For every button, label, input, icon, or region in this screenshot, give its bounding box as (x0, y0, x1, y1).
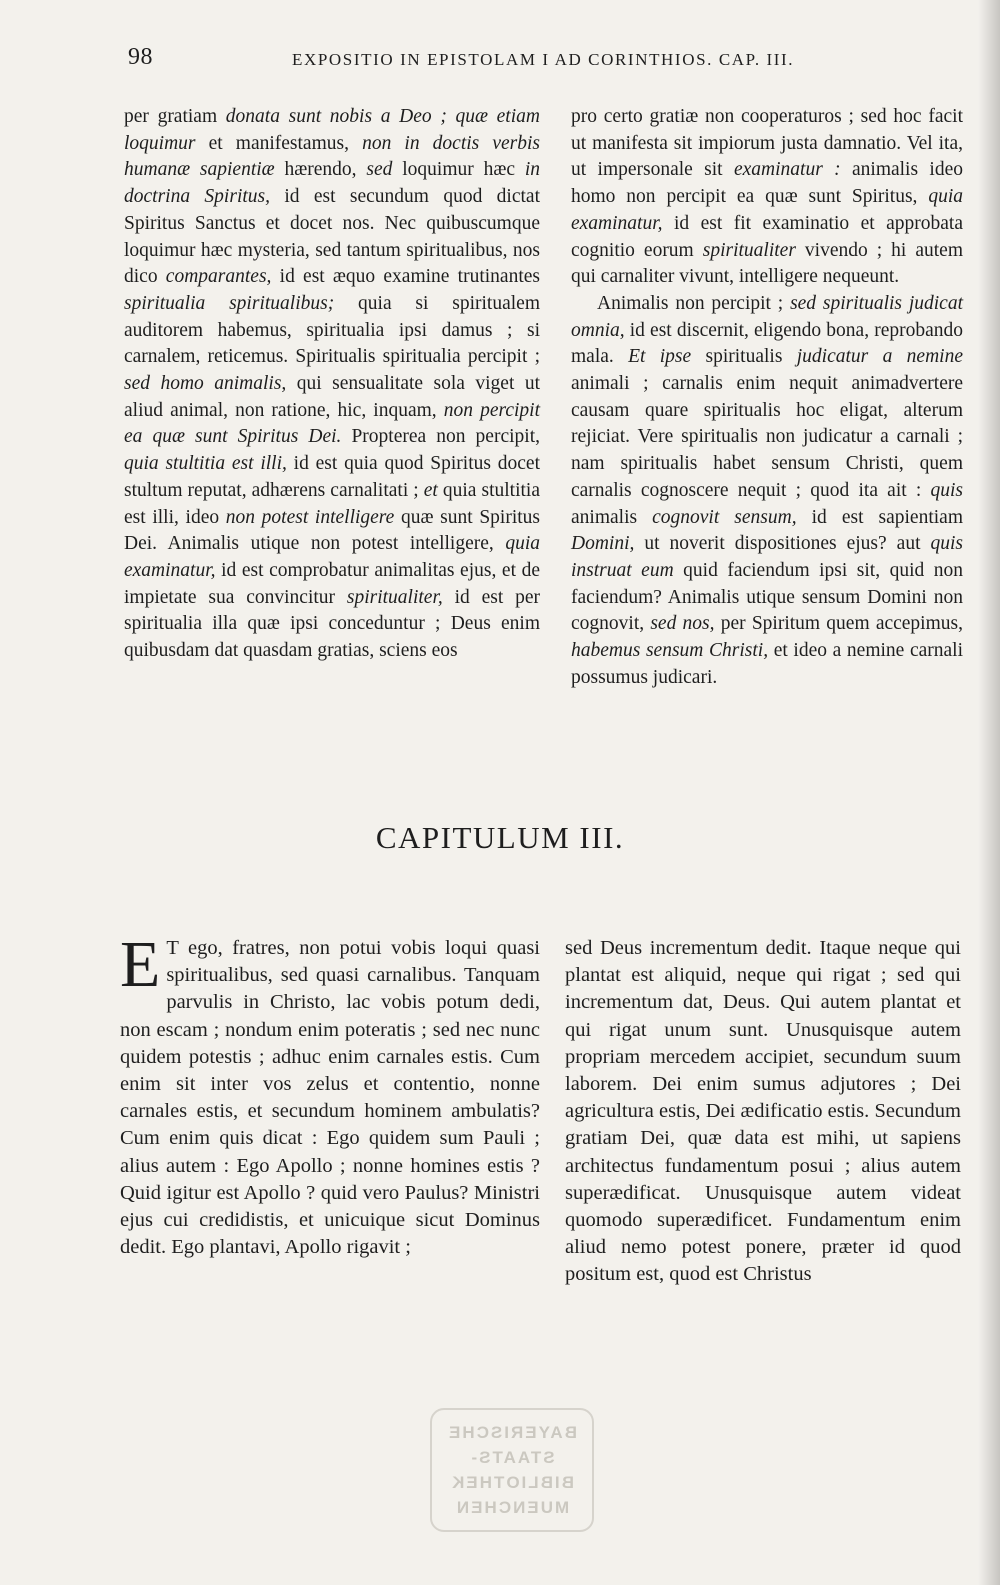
text-run: quid faciendum ipsi sit, quid non faciendum? Animalis utique sensum Domini non cognovit, (571, 559, 963, 635)
running-head: EXPOSITIO IN EPISTOLAM I AD CORINTHIOS. CAP. III. (292, 50, 795, 69)
text-run: quia stultitia est illi, ideo (124, 479, 541, 528)
italic-run: non percipit ea quæ sunt Spiritus Dei. (124, 399, 540, 448)
text-run: qui sensualitate sola viget ut aliud animal, non ratione, hic, inquam, (124, 373, 540, 421)
stamp-line: BIBLIOTHEK (450, 1473, 574, 1492)
italic-run: habemus sensum Christi, (571, 640, 769, 662)
text-run: quæ sunt Spiritus Dei. Animalis utique non potest intelligere, (124, 506, 541, 555)
text-run: id est discernit, eligendo bona, reprobando mala. (571, 319, 963, 368)
italic-run: spiritualiter (702, 239, 796, 261)
italic-run: quia stultitia est illi, (124, 453, 287, 475)
italic-run: examinatur : (733, 159, 841, 181)
italic-run: non in doctis verbis humanæ sapientiæ (124, 132, 540, 181)
commentary-paragraph (571, 104, 963, 291)
scripture-text: sed Deus incrementum dedit. Itaque neque qui plantat est aliquid, neque qui rigat ; sed qui incrementum dat, Deus. Qui autem plantat et qui rigat unum sunt. Unusquisque autem propriam mercedem accipiet, secundum suum laborem. Dei enim sumus adjutores ; Dei agricultura estis, Dei ædificatio estis. Secundum gratiam Dei, quæ data est mihi, ut sapiens architectus fundamentum posui ; alius autem superædificat. Unusquisque autem videat quomodo superædificet. Fundamentum enim aliud nemo potest ponere, præter id quod positum est, quod est Christus (565, 937, 961, 1286)
scripture-left-column (120, 928, 540, 1261)
italic-run: quis (930, 479, 963, 501)
chapter-title: CAPITULUM III. (375, 820, 625, 855)
text-run: per gratiam (124, 106, 226, 127)
commentary-paragraph (124, 104, 540, 665)
italic-run: spiritualiter, (346, 586, 443, 608)
text-run: et ideo a nemine carnali possumus judicari. (571, 640, 963, 688)
commentary-right-column (571, 104, 963, 691)
library-stamp (430, 1408, 594, 1532)
text-run: animalis (571, 506, 653, 528)
text-run: spiritualis (691, 346, 797, 368)
text-run: id est per spiritualia illa quæ ipsi conceduntur ; Deus enim quibusdam dat quasdam gratias, sciens eos (124, 586, 540, 662)
text-run: quia si spiritualem auditorem habemus, spiritualia ipsi damus ; si carnalem, reticemus. Spiritualis spiritualia percipit ; (124, 292, 540, 368)
page-number: 98 (128, 44, 153, 70)
italic-run: sed (366, 159, 393, 181)
text-run: id est sapientiam (796, 506, 964, 528)
italic-run: sed homo animalis, (124, 373, 287, 395)
commentary-left-column (124, 104, 540, 665)
stamp-line: BAYERISCHE (447, 1423, 577, 1442)
page-edge-shadow (978, 0, 1000, 1585)
text-run: id est æquo examine trutinantes (271, 266, 540, 288)
italic-run: non potest intelligere (225, 506, 395, 528)
text-run: animalis ideo homo non percipit ea quæ sunt Spiritus, (571, 159, 963, 208)
text-run: id est comprobatur animalitas ejus, et de impietate sua convincitur (124, 559, 540, 608)
scripture-text: T ego, fratres, non potui vobis loqui quasi spiritualibus, sed quasi carnalibus. Tanquam parvulis in Christo, lac vobis potum dedi, non escam ; nondum enim poteratis ; sed nec nunc quidem potestis ; adhuc enim carnales estis. Cum enim sit inter vos zelus et contentio, nonne carnales estis, et secundum hominem ambulatis? Cum enim quis dicat : Ego quidem sum Pauli ; alius autem : Ego Apollo ; nonne homines estis ? Quid igitur est Apollo ? quid vero Paulus? Ministri ejus cui credidistis, et unicuique sicut Dominus dedit. Ego plantavi, Apollo rigavit ; (120, 937, 540, 1259)
drop-cap: E (120, 928, 161, 1001)
commentary-paragraph (571, 291, 963, 692)
italic-run: quia examinatur, (571, 186, 963, 234)
text-run: Propterea non percipit, (341, 426, 540, 448)
text-run: per Spiritum quem accepimus, (714, 613, 963, 635)
text-run: loquimur hæc (392, 159, 525, 181)
text-run: id est secundum quod dictat Spiritus Sanctus et docet nos. Nec quibuscumque loquimur hæc mysteria, sed tantum spiritualibus, nos dico (124, 186, 540, 288)
text-run: id est fit examinatio et approbata cognitio eorum (571, 212, 963, 261)
stamp-line: MUENCHEN (454, 1498, 570, 1517)
text-run: ut noverit dispositiones ejus? aut (634, 533, 931, 555)
italic-run: comparantes, (165, 266, 272, 288)
italic-run: donata sunt nobis a Deo ; quæ etiam loquimur (124, 106, 540, 154)
text-run: et manifestamus, (195, 132, 363, 154)
text-run: animali ; carnalis enim nequit animadvertere causam quare spiritualis hoc eligat, alterum rejiciat. Vere spiritualis non judicatur a carnali ; nam spiritualis habet sensum Christi, quem carnalis cognoscere nequit ; quod ita ait : (571, 373, 963, 501)
italic-run: sed nos, (650, 613, 715, 635)
italic-run: cognovit sensum, (652, 506, 797, 528)
italic-run: judicatur a nemine (796, 346, 963, 368)
italic-run: quia examinatur, (124, 533, 540, 581)
italic-run: et (423, 479, 438, 501)
text-run: id est quia quod Spiritus docet stultum reputat, adhærens carnalitati ; (124, 453, 540, 501)
italic-run: Domini, (571, 533, 635, 555)
stamp-line: STAATS- (469, 1448, 555, 1467)
italic-run: spiritualia spiritualibus; (124, 292, 335, 314)
text-run: vivendo ; hi autem qui carnaliter vivunt, intelligere nequeunt. (571, 239, 963, 288)
text-run: Animalis non percipit ; (597, 292, 791, 314)
text-run: pro certo gratiæ non cooperaturos ; sed hoc facit ut manifesta sit impiorum justa damnatio. Vel ita, ut impersonale sit (571, 106, 963, 181)
italic-run: in doctrina Spiritus, (124, 159, 541, 208)
scripture-right-column (565, 935, 961, 1289)
italic-run: sed spiritualis judicat omnia, (571, 292, 963, 341)
text-run: hærendo, (274, 159, 367, 181)
italic-run: quis instruat eum (571, 533, 963, 581)
italic-run: Et ipse (628, 346, 692, 368)
